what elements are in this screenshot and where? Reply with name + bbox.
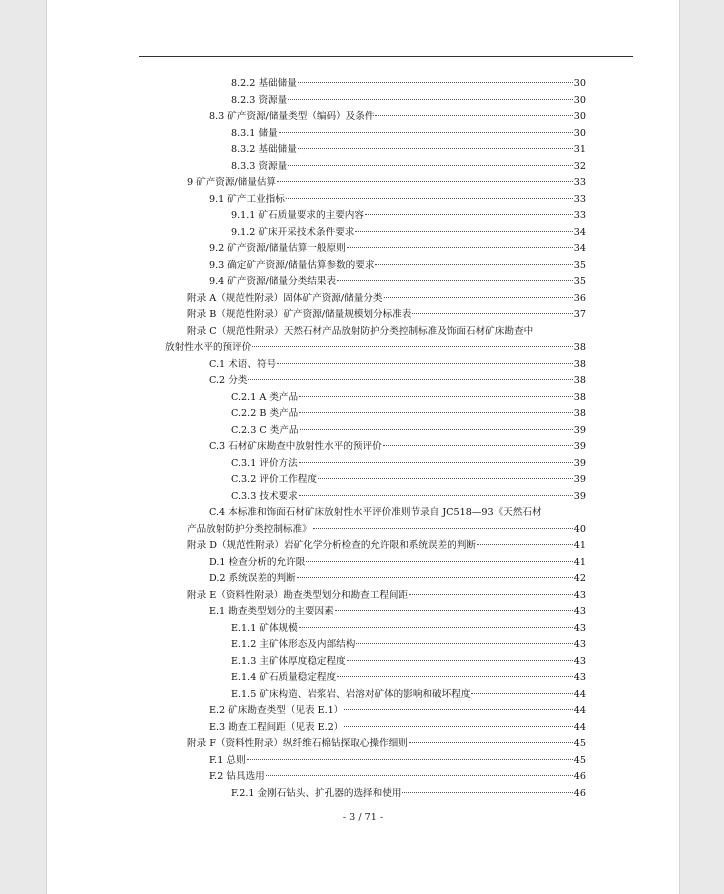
toc-entry-title: 附录 B（规范性附录）矿产资源/储量规模划分标准表 <box>187 309 412 320</box>
toc-entry-page-number: 30 <box>573 94 586 106</box>
toc-entry-title: C.2.2 B 类产品 <box>231 408 299 419</box>
dot-leader <box>471 693 572 694</box>
toc-entry-title: E.1.2 主矿体形态及内部结构 <box>231 639 356 650</box>
dot-leader <box>306 561 572 562</box>
toc-entry-page-number: 46 <box>573 787 586 799</box>
toc-entry-title: 附录 D（规范性附录）岩矿化学分析检查的允许限和系统误差的判断 <box>187 540 476 551</box>
toc-entry[interactable] <box>231 687 586 703</box>
dot-leader <box>347 660 573 661</box>
toc-entry-page-number: 31 <box>573 144 586 155</box>
toc-entry-title: E.1.3 主矿体厚度稳定程度 <box>231 655 346 667</box>
toc-entry-page-number: 35 <box>573 276 586 287</box>
toc-entry-title: E.2 矿床勘查类型（见表 E.1） <box>209 705 344 716</box>
page-number-footer: - 3 / 71 - <box>342 812 384 823</box>
dot-leader <box>300 429 573 430</box>
dot-leader <box>402 792 572 793</box>
toc-entry-page-number: 30 <box>573 78 586 89</box>
dot-leader <box>375 264 572 265</box>
toc-entry-page-number: 38 <box>573 391 586 403</box>
toc-entry[interactable] <box>231 423 586 439</box>
toc-entry-title: 9.4 矿产资源/储量分类结果表 <box>209 276 337 287</box>
dot-leader <box>409 742 573 743</box>
dot-leader <box>337 280 573 281</box>
header-rule <box>139 56 633 57</box>
toc-entry[interactable] <box>231 93 586 109</box>
toc-entry-title: 附录 E（资料性附录）勘查类型划分和勘查工程间距 <box>187 589 409 601</box>
dot-leader <box>248 379 572 380</box>
toc-entry-page-number: 35 <box>573 259 586 271</box>
dot-leader <box>337 676 573 677</box>
dot-leader <box>298 148 573 149</box>
toc-entry[interactable] <box>231 76 586 92</box>
dot-leader <box>412 313 572 314</box>
dot-leader <box>266 775 573 776</box>
toc-entry[interactable] <box>231 126 586 142</box>
dot-leader <box>355 231 572 232</box>
toc-entry-page-number: 33 <box>573 210 586 221</box>
toc-entry-page-number: 45 <box>573 754 586 766</box>
toc-entry[interactable] <box>209 571 586 587</box>
toc-entry[interactable] <box>209 357 586 373</box>
toc-entry[interactable] <box>187 307 586 323</box>
toc-entry[interactable] <box>231 225 586 241</box>
toc-entry-page-number: 45 <box>573 738 586 749</box>
dot-leader <box>298 82 573 83</box>
dot-leader <box>344 709 572 710</box>
toc-entry[interactable] <box>187 522 586 538</box>
toc-entry-page-number: 43 <box>573 655 586 667</box>
dot-leader <box>252 346 572 347</box>
toc-entry-page-number: 30 <box>573 127 586 139</box>
toc-entry-page-number: 37 <box>573 309 586 320</box>
toc-entry[interactable] <box>209 192 586 208</box>
toc-entry-page-number: 33 <box>573 177 586 188</box>
toc-entry-title: F.2 钻具选用 <box>209 771 265 782</box>
toc-entry[interactable] <box>231 670 586 686</box>
toc-entry-title: C.2.3 C 类产品 <box>231 424 299 436</box>
toc-entry-title: D.2 系统误差的判断 <box>209 573 296 584</box>
dot-leader <box>409 594 573 595</box>
toc-entry-title: D.1 检查分析的允许限 <box>209 556 306 568</box>
dot-leader <box>277 363 573 364</box>
dot-leader <box>375 115 572 116</box>
toc-entry-page-number: 38 <box>573 375 586 386</box>
document-page <box>46 0 680 894</box>
toc-entry-page-number: 43 <box>573 639 586 650</box>
toc-entry-page-number: 38 <box>573 358 586 370</box>
toc-entry-title: E.1.1 矿体规模 <box>231 622 298 634</box>
toc-entry[interactable] <box>209 703 586 719</box>
dot-leader <box>288 99 573 100</box>
toc-entry-page-number: 43 <box>573 589 586 601</box>
toc-entry[interactable] <box>231 456 586 472</box>
toc-entry[interactable] <box>209 274 586 290</box>
toc-entry[interactable] <box>231 208 586 224</box>
toc-entry-title: C.3.2 评价工作程度 <box>231 474 317 485</box>
dot-leader <box>299 495 573 496</box>
toc-entry[interactable] <box>231 637 586 653</box>
dot-leader <box>313 528 573 529</box>
toc-entry-title: C.2.1 A 类产品 <box>231 391 299 403</box>
toc-entry[interactable] <box>231 786 586 802</box>
dot-leader <box>477 544 573 545</box>
toc-entry-title: C.4 本标准和饰面石材矿床放射性水平评价准则节录自 JC518—93《天然石材 <box>209 507 542 518</box>
toc-entry-page-number: 46 <box>573 771 586 782</box>
toc-entry-title: 附录 F（资料性附录）纵纤维石棉钻探取心操作细则 <box>187 738 408 749</box>
toc-entry-page-number: 33 <box>573 193 586 205</box>
toc-entry[interactable] <box>231 390 586 406</box>
toc-entry[interactable] <box>231 472 586 488</box>
toc-entry-page-number: 41 <box>573 540 586 551</box>
toc-entry[interactable] <box>209 505 586 521</box>
dot-leader <box>288 165 573 166</box>
toc-entry-title: E.1.4 矿石质量稳定程度 <box>231 672 337 683</box>
toc-entry-page-number: 30 <box>573 111 586 122</box>
toc-entry-title: 8.2.3 资源量 <box>231 94 288 106</box>
toc-entry-title: 8.3.2 基础储量 <box>231 144 297 155</box>
toc-entry-page-number: 44 <box>573 705 586 716</box>
toc-entry[interactable] <box>187 538 586 554</box>
toc-entry[interactable] <box>209 373 586 389</box>
toc-entry-title: 附录 A（规范性附录）固体矿产资源/储量分类 <box>187 292 383 304</box>
toc-entry-title: 9.3 确定矿产资源/储量估算参数的要求 <box>209 259 375 271</box>
dot-leader <box>247 759 573 760</box>
toc-entry-page-number: 41 <box>573 556 586 568</box>
toc-entry[interactable] <box>231 621 586 637</box>
toc-entry-title: E.3 勘查工程间距（见表 E.2） <box>209 721 344 733</box>
toc-entry[interactable] <box>209 753 586 769</box>
toc-entry-title: 8.3 矿产资源/储量类型（编码）及条件 <box>209 111 375 122</box>
toc-entry-page-number: 39 <box>573 490 586 502</box>
toc-entry-page-number: 40 <box>573 523 586 535</box>
toc-entry-page-number: 38 <box>573 408 586 419</box>
toc-entry[interactable] <box>209 555 586 571</box>
toc-entry-title: C.3 石材矿床勘查中放射性水平的预评价 <box>209 441 382 452</box>
dot-leader <box>356 643 572 644</box>
toc-entry-page-number: 34 <box>573 243 586 254</box>
toc-entry-title: 9 矿产资源/储量估算 <box>187 177 277 188</box>
dot-leader <box>297 577 573 578</box>
toc-entry-title: C.2 分类 <box>209 375 248 386</box>
dot-leader <box>279 132 573 133</box>
toc-entry-title: 放射性水平的预评价 <box>165 342 252 353</box>
toc-entry[interactable] <box>231 489 586 505</box>
dot-leader <box>344 726 572 727</box>
toc-entry[interactable] <box>165 340 586 356</box>
toc-entry[interactable] <box>209 241 586 257</box>
toc-entry-title: C.3.1 评价方法 <box>231 457 298 469</box>
toc-entry-title: 产品放射防护分类控制标准》 <box>187 523 312 535</box>
toc-entry-page-number: 34 <box>573 226 586 238</box>
dot-leader <box>384 297 573 298</box>
toc-entry-title: C.3.3 技术要求 <box>231 490 298 502</box>
toc-entry-title: E.1 勘查类型划分的主要因素 <box>209 606 334 617</box>
toc-entry[interactable] <box>231 159 586 175</box>
toc-entry-page-number: 32 <box>573 160 586 172</box>
toc-entry[interactable] <box>231 406 586 422</box>
toc-entry-page-number: 36 <box>573 292 586 304</box>
dot-leader <box>335 610 573 611</box>
toc-entry-page-number: 43 <box>573 606 586 617</box>
dot-leader <box>347 247 573 248</box>
dot-leader <box>299 412 573 413</box>
toc-entry-page-number: 43 <box>573 622 586 634</box>
dot-leader <box>299 627 573 628</box>
toc-entry-title: 9.1 矿产工业指标 <box>209 193 285 205</box>
toc-entry-page-number: 44 <box>573 721 586 733</box>
toc-entry[interactable] <box>209 439 586 455</box>
toc-entry-page-number: 39 <box>573 474 586 485</box>
toc-entry[interactable] <box>209 109 586 125</box>
toc-entry-title: 8.3.3 资源量 <box>231 160 288 172</box>
toc-entry[interactable] <box>209 604 586 620</box>
dot-leader <box>299 462 573 463</box>
toc-entry[interactable] <box>231 654 586 670</box>
toc-entry-title: 8.2.2 基础储量 <box>231 78 297 89</box>
toc-entry[interactable] <box>187 588 586 604</box>
dot-leader <box>318 478 573 479</box>
toc-entry[interactable] <box>209 258 586 274</box>
toc-entry-page-number: 44 <box>573 688 586 700</box>
toc-entry-page-number: 43 <box>573 672 586 683</box>
dot-leader <box>286 198 573 199</box>
toc-entry-page-number: 42 <box>573 573 586 584</box>
toc-entry-title: 8.3.1 储量 <box>231 127 278 139</box>
toc-entry[interactable] <box>187 175 586 191</box>
toc-entry-page-number: 38 <box>573 342 586 353</box>
dot-leader <box>299 396 573 397</box>
dot-leader <box>277 181 573 182</box>
toc-entry-page-number: 39 <box>573 424 586 436</box>
toc-entry-page-number: 39 <box>573 457 586 469</box>
toc-entry-title: E.1.5 矿床构造、岩浆岩、岩溶对矿体的影响和破坏程度 <box>231 688 471 700</box>
toc-entry[interactable] <box>209 769 586 785</box>
toc-entry[interactable] <box>209 720 586 736</box>
toc-entry[interactable] <box>187 736 586 752</box>
dot-leader <box>383 445 573 446</box>
toc-entry[interactable] <box>187 324 586 340</box>
toc-entry-title: 9.2 矿产资源/储量估算一般原则 <box>209 243 346 254</box>
toc-entry-title: F.1 总则 <box>209 754 246 766</box>
toc-entry-title: 附录 C（规范性附录）天然石材产品放射防护分类控制标准及饰面石材矿床勘查中 <box>187 325 534 337</box>
toc-entry[interactable] <box>187 291 586 307</box>
toc-entry-page-number: 39 <box>573 441 586 452</box>
toc-entry-title: F.2.1 金刚石钻头、扩孔器的选择和使用 <box>231 787 402 799</box>
toc-entry-title: C.1 术语、符号 <box>209 358 277 370</box>
toc-entry[interactable] <box>231 142 586 158</box>
toc-entry-title: 9.1.2 矿床开采技术条件要求 <box>231 226 355 238</box>
toc-entry-title: 9.1.1 矿石质量要求的主要内容 <box>231 210 364 221</box>
dot-leader <box>365 214 573 215</box>
